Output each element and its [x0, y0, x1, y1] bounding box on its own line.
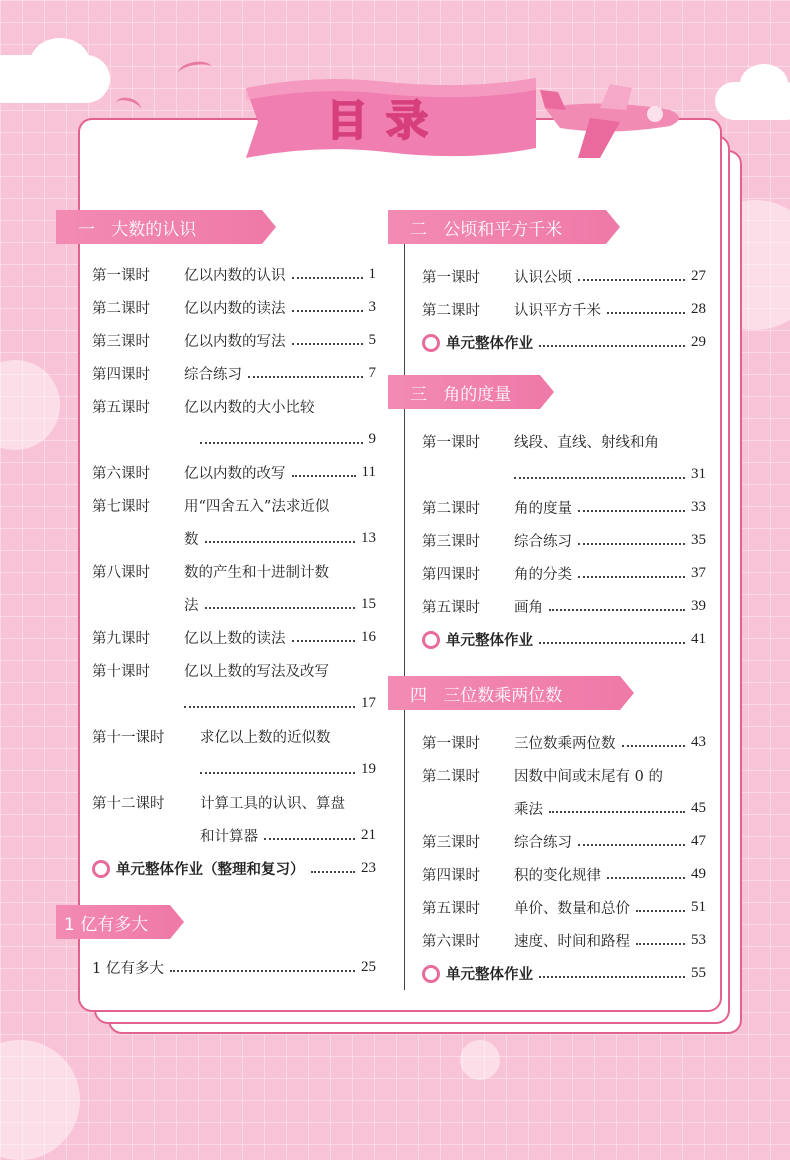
lesson-number: 第十二课时 [92, 796, 165, 812]
toc-item[interactable] [422, 524, 706, 557]
lesson-title: 画角 [514, 600, 543, 616]
page-number: 19 [361, 761, 376, 777]
section-title: 公顷和平方千米 [443, 220, 563, 240]
toc-item[interactable] [92, 291, 376, 324]
toc-item[interactable] [422, 726, 706, 759]
toc-item[interactable] [422, 557, 706, 590]
toc-item[interactable] [422, 491, 706, 524]
unit-homework-label: 单元整体作业 [446, 633, 533, 649]
lesson-title: 认识公顷 [514, 270, 572, 286]
lesson-title-cont: 数 [184, 532, 199, 548]
section-number: 三 [410, 385, 427, 405]
unit-homework-item[interactable] [422, 957, 706, 990]
toc-item[interactable] [92, 720, 376, 753]
toc-list-unit4 [408, 726, 706, 990]
lesson-title: 线段、直线、射线和角 [514, 435, 659, 451]
toc-item[interactable] [422, 293, 706, 326]
page-number: 25 [361, 959, 376, 975]
lesson-title-cont: 和计算器 [200, 829, 258, 845]
toc-item[interactable] [92, 555, 376, 588]
page-number: 53 [691, 932, 706, 948]
lesson-number: 第三课时 [92, 334, 150, 350]
page-number: 39 [691, 598, 706, 614]
unit-homework-label: 单元整体作业 [446, 336, 533, 352]
page-number: 16 [361, 629, 376, 645]
page-number: 41 [691, 631, 706, 647]
lesson-title: 亿以上数的写法及改写 [184, 664, 329, 680]
lesson-title: 因数中间或末尾有 0 的 [514, 769, 663, 785]
page-number: 45 [691, 800, 706, 816]
section-title: 三位数乘两位数 [443, 686, 563, 706]
toc-item-continuation[interactable] [92, 819, 376, 852]
page-number: 29 [691, 334, 706, 350]
lesson-number: 第九课时 [92, 631, 150, 647]
cloud [740, 64, 788, 104]
lesson-number: 第四课时 [422, 567, 480, 583]
lesson-number: 第二课时 [422, 769, 480, 785]
lesson-number: 第一课时 [422, 736, 480, 752]
lesson-number: 第二课时 [422, 303, 480, 319]
ring-bullet-icon [92, 860, 110, 878]
toc-item[interactable] [92, 324, 376, 357]
lesson-number: 第五课时 [422, 901, 480, 917]
lesson-number: 第一课时 [422, 435, 480, 451]
lesson-title: 综合练习 [514, 835, 572, 851]
toc-item[interactable] [422, 260, 706, 293]
page-number: 23 [361, 860, 376, 876]
bg-circle [0, 1040, 80, 1160]
page-number: 55 [691, 965, 706, 981]
lesson-number: 第一课时 [92, 268, 150, 284]
title-banner [236, 70, 546, 170]
page-number: 43 [691, 734, 706, 750]
toc-item[interactable] [422, 924, 706, 957]
toc-item[interactable] [422, 759, 706, 792]
toc-item-continuation[interactable] [422, 458, 706, 491]
toc-item-continuation[interactable] [92, 753, 376, 786]
ring-bullet-icon [422, 965, 440, 983]
lesson-number: 第二课时 [92, 301, 150, 317]
toc-item[interactable] [92, 456, 376, 489]
page-number: 49 [691, 866, 706, 882]
airplane-icon [540, 78, 690, 168]
section-header-2 [388, 210, 706, 244]
page-number: 35 [691, 532, 706, 548]
bg-circle [460, 1040, 500, 1080]
toc-list-unit3 [408, 425, 706, 656]
lesson-title: 亿以内数的写法 [184, 334, 286, 350]
bird-icon [113, 95, 143, 118]
toc-item-continuation[interactable] [92, 588, 376, 621]
page-number: 7 [368, 365, 376, 381]
lesson-number: 第十课时 [92, 664, 150, 680]
page-number: 37 [691, 565, 706, 581]
lesson-title: 求亿以上数的近似数 [200, 730, 331, 746]
page-number: 1 [368, 266, 376, 282]
lesson-title: 角的分类 [514, 567, 572, 583]
lesson-title: 亿以上数的读法 [184, 631, 286, 647]
lesson-title: 计算工具的认识、算盘 [200, 796, 345, 812]
toc-list-reading [76, 951, 376, 984]
lesson-number: 第四课时 [92, 367, 150, 383]
ring-bullet-icon [422, 631, 440, 649]
page-number: 33 [691, 499, 706, 515]
lesson-title: 综合练习 [514, 534, 572, 550]
bird-icon [177, 59, 213, 82]
lesson-title-cont: 法 [184, 598, 199, 614]
lesson-number: 第十一课时 [92, 730, 165, 746]
lesson-title: 综合练习 [184, 367, 242, 383]
page-title: 目录 [325, 96, 446, 145]
toc-item[interactable] [92, 786, 376, 819]
page-number: 5 [368, 332, 376, 348]
lesson-title: 角的度量 [514, 501, 572, 517]
lesson-title: 用“四舍五入”法求近似 [184, 499, 330, 515]
page-number: 31 [691, 466, 706, 482]
toc-item[interactable] [92, 621, 376, 654]
lesson-title: 速度、时间和路程 [514, 934, 630, 950]
page-number: 27 [691, 268, 706, 284]
lesson-title: 单价、数量和总价 [514, 901, 630, 917]
unit-homework-label: 单元整体作业（整理和复习） [116, 862, 305, 878]
unit-homework-item[interactable] [92, 852, 376, 885]
unit-homework-item[interactable] [422, 623, 706, 656]
right-column [408, 210, 706, 990]
lesson-title: 认识平方千米 [514, 303, 601, 319]
section-number: 一 [78, 220, 95, 240]
toc-item[interactable] [92, 357, 376, 390]
lesson-number: 第一课时 [422, 270, 480, 286]
lesson-title: 亿以内数的读法 [184, 301, 286, 317]
lesson-number: 第七课时 [92, 499, 150, 515]
left-column [64, 210, 376, 984]
toc-item-continuation[interactable] [92, 522, 376, 555]
toc-item[interactable] [92, 951, 376, 984]
section-header-1 [56, 210, 376, 244]
bg-circle [0, 360, 60, 450]
section-title: 角的度量 [443, 385, 512, 405]
section-number: 四 [410, 686, 427, 706]
section-header-3 [388, 375, 706, 409]
unit-homework-label: 单元整体作业 [446, 967, 533, 983]
lesson-title: 亿以内数的改写 [184, 466, 286, 482]
page-number: 13 [361, 530, 376, 546]
toc-item[interactable] [422, 858, 706, 891]
section-title: 1 亿有多大 [64, 915, 149, 935]
toc-item[interactable] [422, 425, 706, 458]
section-number: 二 [410, 220, 427, 240]
page-number: 28 [691, 301, 706, 317]
page-number: 21 [361, 827, 376, 843]
toc-list-unit1 [76, 258, 376, 885]
page-number: 15 [361, 596, 376, 612]
lesson-number: 第五课时 [422, 600, 480, 616]
toc-item-continuation[interactable] [92, 423, 376, 456]
lesson-title: 亿以内数的大小比较 [184, 400, 315, 416]
lesson-number: 第六课时 [422, 934, 480, 950]
lesson-number: 第三课时 [422, 835, 480, 851]
page-number: 3 [368, 299, 376, 315]
page-number: 51 [691, 899, 706, 915]
lesson-number: 第八课时 [92, 565, 150, 581]
lesson-title: 三位数乘两位数 [514, 736, 616, 752]
lesson-number: 第二课时 [422, 501, 480, 517]
toc-list-unit2 [408, 260, 706, 359]
cloud [30, 38, 90, 88]
unit-homework-item[interactable] [422, 326, 706, 359]
lesson-title-cont: 乘法 [514, 802, 543, 818]
lesson-number: 第三课时 [422, 534, 480, 550]
toc-item-continuation[interactable] [92, 687, 376, 720]
toc-item[interactable] [92, 390, 376, 423]
lesson-number: 第五课时 [92, 400, 150, 416]
lesson-number: 第四课时 [422, 868, 480, 884]
page-number: 17 [361, 695, 376, 711]
toc-item[interactable] [92, 489, 376, 522]
toc-item-continuation[interactable] [422, 792, 706, 825]
lesson-title: 积的变化规律 [514, 868, 601, 884]
toc-item[interactable] [422, 590, 706, 623]
lesson-number: 第六课时 [92, 466, 150, 482]
column-divider [404, 230, 405, 990]
page-number: 9 [368, 431, 376, 447]
page-number: 11 [361, 464, 376, 480]
toc-item[interactable] [92, 654, 376, 687]
lesson-title: 1 亿有多大 [92, 961, 164, 977]
section-header-4 [388, 676, 706, 710]
page-number: 47 [691, 833, 706, 849]
toc-item[interactable] [422, 825, 706, 858]
lesson-title: 亿以内数的认识 [184, 268, 286, 284]
lesson-title: 数的产生和十进制计数 [184, 565, 329, 581]
toc-item[interactable] [422, 891, 706, 924]
toc-item[interactable] [92, 258, 376, 291]
ring-bullet-icon [422, 334, 440, 352]
section-header-reading [56, 905, 376, 939]
section-title: 大数的认识 [111, 220, 197, 240]
